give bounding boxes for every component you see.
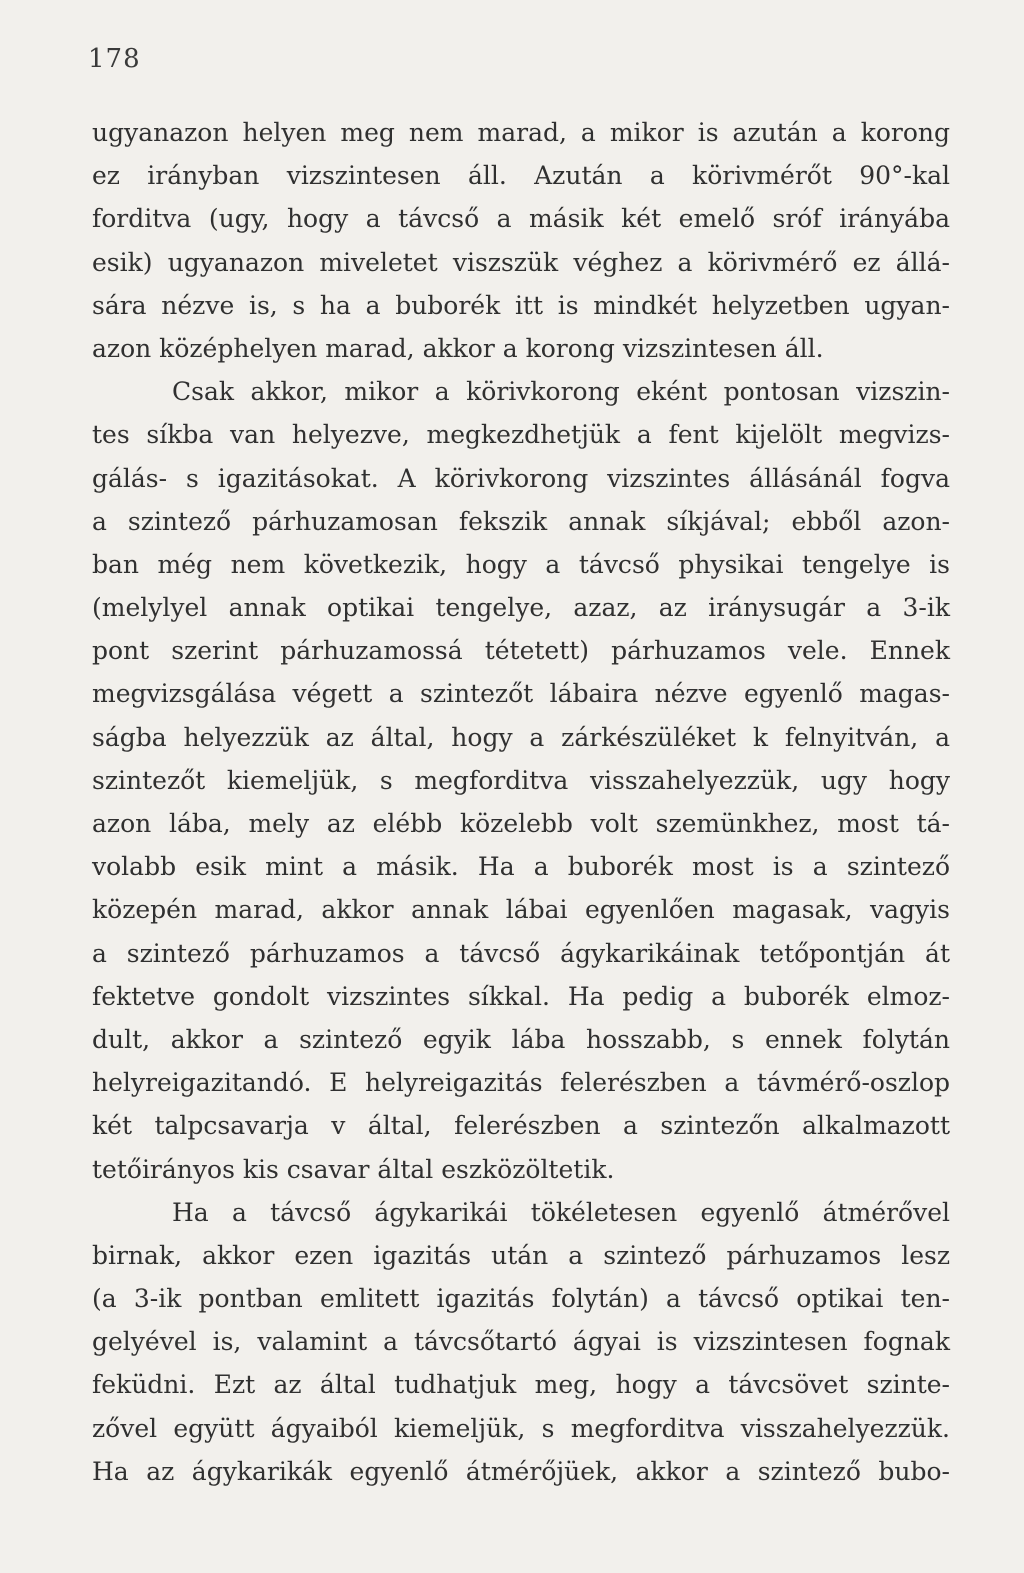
text-line: tetőirányos kis csavar által eszközöltetik.	[92, 1154, 615, 1184]
text-line: volabb esik mint a másik. Ha a buborék most is a szintező	[92, 852, 950, 882]
page-number: 178	[88, 44, 141, 74]
text-line: a szintező párhuzamos a távcső ágykarikáinak tetőpontján át	[92, 938, 950, 968]
text-line: fektetve gondolt vizszintes síkkal. Ha pedig a buborék elmoz-	[92, 981, 950, 1011]
text-line: megvizsgálása végett a szintezőt lábaira nézve egyenlő magas-	[92, 679, 950, 709]
text-line: ságba helyezzük az által, hogy a zárkészüléket k felnyitván, a	[92, 722, 950, 752]
text-line: helyreigazitandó. E helyreigazitás felerészben a távmérő-oszlop	[92, 1068, 950, 1098]
text-line: pont szerint párhuzamossá tétetett) párhuzamos vele. Ennek	[92, 636, 950, 666]
text-line: gálás- s igazitásokat. A körivkorong vizszintes állásánál fogva	[92, 463, 950, 493]
text-line: forditva (ugy, hogy a távcső a másik két emelő sróf irányába	[92, 204, 950, 234]
text-line: (a 3-ik pontban emlitett igazitás folytán) a távcső optikai ten-	[92, 1284, 950, 1314]
text-line: feküdni. Ezt az által tudhatjuk meg, hogy a távcsövet szinte-	[92, 1370, 950, 1400]
text-line: Csak akkor, mikor a körivkorong eként pontosan vizszin-	[172, 377, 950, 407]
text-line: esik) ugyanazon miveletet viszszük véghez a körivmérő ez állá-	[92, 247, 950, 277]
body-text	[92, 111, 950, 1493]
text-line: birnak, akkor ezen igazitás után a szintező párhuzamos lesz	[92, 1240, 950, 1270]
text-line: Ha a távcső ágykarikái tökéletesen egyenlő átmérővel	[172, 1197, 950, 1227]
text-line: dult, akkor a szintező egyik lába hosszabb, s ennek folytán	[92, 1024, 950, 1054]
text-line: két talpcsavarja v által, felerészben a szintezőn alkalmazott	[92, 1111, 950, 1141]
text-line: a szintező párhuzamosan fekszik annak síkjával; ebből azon-	[92, 506, 950, 536]
text-line: zővel együtt ágyaiból kiemeljük, s megforditva visszahelyezzük.	[92, 1413, 950, 1443]
text-line: ez irányban vizszintesen áll. Azután a körivmérőt 90°-kal	[92, 161, 950, 191]
text-line: sára nézve is, s ha a buborék itt is mindkét helyzetben ugyan-	[92, 290, 950, 320]
text-line: ugyanazon helyen meg nem marad, a mikor is azután a korong	[92, 118, 950, 147]
text-line: gelyével is, valamint a távcsőtartó ágyai is vizszintesen fognak	[92, 1327, 950, 1357]
text-line: tes síkba van helyezve, megkezdhetjük a fent kijelölt megvizs-	[92, 420, 950, 450]
text-line: azon középhelyen marad, akkor a korong vizszintesen áll.	[92, 333, 824, 363]
text-line: azon lába, mely az elébb közelebb volt szemünkhez, most tá-	[92, 809, 950, 838]
text-line: szintezőt kiemeljük, s megforditva visszahelyezzük, ugy hogy	[92, 765, 950, 795]
text-line: Ha az ágykarikák egyenlő átmérőjüek, akkor a szintező bubo-	[92, 1456, 950, 1486]
text-line: közepén marad, akkor annak lábai egyenlően magasak, vagyis	[92, 895, 950, 925]
text-line: (melylyel annak optikai tengelye, azaz, az iránysugár a 3-ik	[92, 593, 950, 623]
text-line: ban még nem következik, hogy a távcső physikai tengelye is	[92, 549, 950, 579]
